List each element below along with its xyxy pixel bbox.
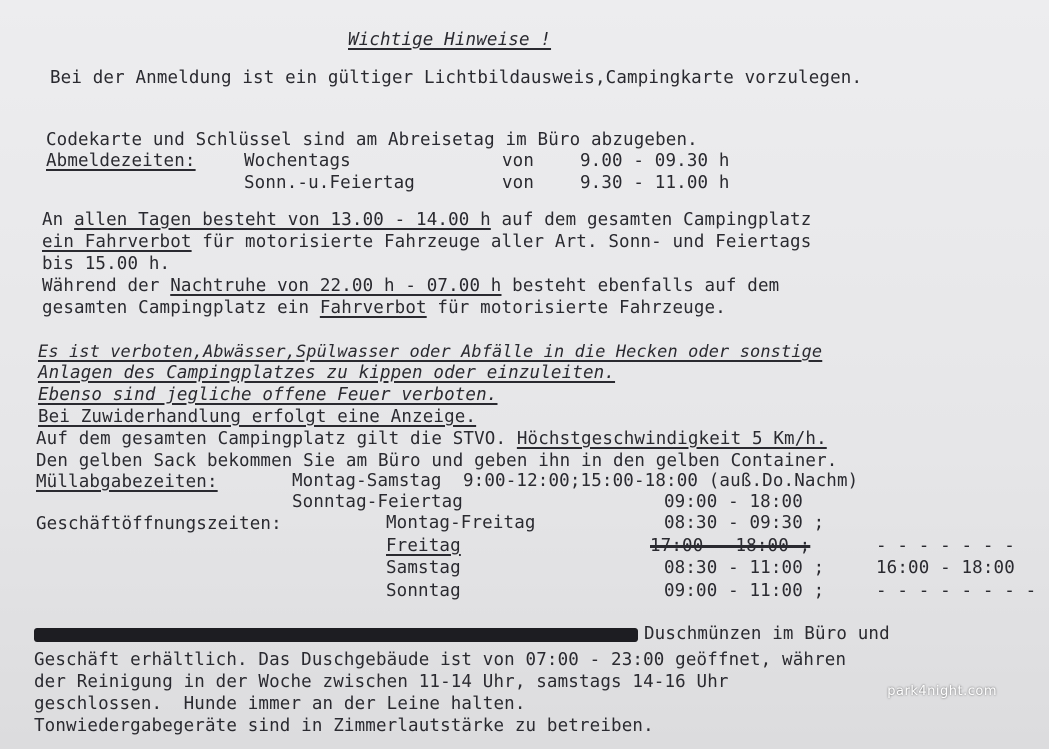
prohibition-line-3: Ebenso sind jegliche offene Feuer verboten. [38, 385, 498, 405]
yellow-sack-line: Den gelben Sack bekommen Sie am Büro und geben ihn in den gelben Container. [36, 451, 838, 471]
footer-line-5: Tonwiedergabegeräte sind in Zimmerlautstärke zu betreiben. [34, 716, 654, 736]
drive-ban-line-3: bis 15.00 h. [42, 254, 171, 274]
waste-label: Müllabgabezeiten: [36, 472, 218, 492]
drive-ban-line-4: Während der Nachtruhe von 22.00 h - 07.00 h besteht ebenfalls auf dem [42, 276, 780, 296]
site-watermark: park4night.com [887, 684, 997, 699]
shop-row-extra: - - - - - - - - [876, 581, 1037, 601]
shop-row-day: Samstag [386, 558, 461, 578]
holiday-time: 9.30 - 11.00 h [580, 173, 730, 193]
waste-sunday-time: 09:00 - 18:00 [664, 492, 803, 512]
weekday-von: von [502, 151, 535, 171]
redacted-strip [34, 628, 638, 642]
holiday-label: Sonn.-u.Feiertag [244, 173, 415, 193]
shop-row-day: Sonntag [386, 581, 461, 601]
holiday-von: von [502, 173, 535, 193]
shop-row-day: Freitag [386, 536, 461, 556]
weekday-label: Wochentags [244, 151, 351, 171]
prohibition-line-4: Bei Zuwiderhandlung erfolgt eine Anzeige. [38, 407, 477, 427]
shop-row-extra: 16:00 - 18:00 [876, 558, 1015, 578]
footer-line-2: Geschäft erhältlich. Das Duschgebäude ist von 07:00 - 23:00 geöffnet, währen [34, 650, 847, 670]
checkout-text: Codekarte und Schlüssel sind am Abreisetag im Büro abzugeben. [46, 130, 698, 150]
shop-row-time: 09:00 - 11:00 ; [664, 581, 825, 601]
stvo-line: Auf dem gesamten Campingplatz gilt die STVO. Höchstgeschwindigkeit 5 Km/h. [36, 429, 827, 449]
drive-ban-line-2: ein Fahrverbot für motorisierte Fahrzeuge aller Art. Sonn- und Feiertags [42, 232, 812, 252]
waste-weekday: Montag-Samstag 9:00-12:00;15:00-18:00 (auß.Do.Nachm) [292, 471, 859, 491]
footer-line-4: geschlossen. Hunde immer an der Leine halten. [34, 694, 526, 714]
shop-row-time: 08:30 - 11:00 ; [664, 558, 825, 578]
footer-line-1: Duschmünzen im Büro und [644, 624, 890, 644]
drive-ban-line-5: gesamten Campingplatz ein Fahrverbot für motorisierte Fahrzeuge. [42, 298, 726, 318]
intro-text: Bei der Anmeldung ist ein gültiger Lichtbildausweis,Campingkarte vorzulegen. [50, 68, 863, 88]
page-title: Wichtige Hinweise ! [348, 30, 552, 50]
footer-line-3: der Reinigung in der Woche zwischen 11-14 Uhr, samstags 14-16 Uhr [34, 672, 729, 692]
shop-row-time: 17:00 - 18:00 ; [650, 536, 811, 556]
checkout-label: Abmeldezeiten: [46, 151, 196, 171]
weekday-time: 9.00 - 09.30 h [580, 151, 730, 171]
waste-sunday-label: Sonntag-Feiertag [292, 492, 463, 512]
shop-row-day: Montag-Freitag [386, 513, 536, 533]
shop-hours-label: Geschäftöffnungszeiten: [36, 514, 282, 534]
shop-row-time: 08:30 - 09:30 ; [664, 513, 825, 533]
drive-ban-line-1: An allen Tagen besteht von 13.00 - 14.00 h auf dem gesamten Campingplatz [42, 210, 812, 230]
prohibition-line-1: Es ist verboten,Abwässer,Spülwasser oder Abfälle in die Hecken oder sonstige [38, 341, 823, 361]
prohibition-line-2: Anlagen des Campingplatzes zu kippen oder einzuleiten. [38, 363, 616, 383]
shop-row-extra: - - - - - - - [876, 536, 1015, 556]
